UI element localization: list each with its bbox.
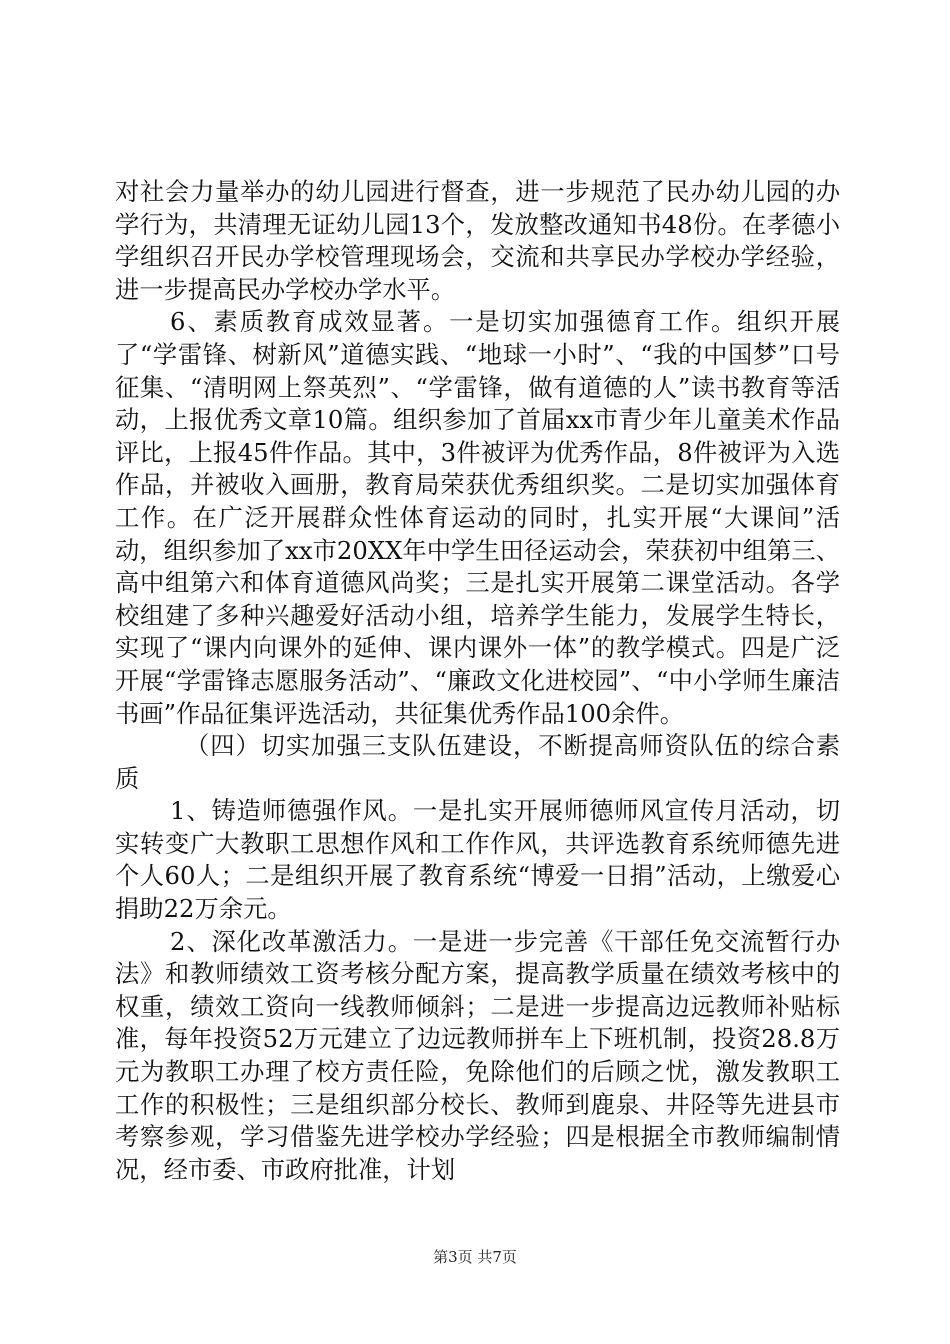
body-text — [115, 176, 840, 1186]
paragraph-quality-education: 6、素质教育成效显著。一是切实加强德育工作。组织开展了“学雷锋、树新风”道德实践、“地球一小时”、“我的中国梦”口号征集、“清明网上祭英烈”、“学雷锋，做有道德的人”读书教育等活动，上报优秀文章10篇。组织参加了首届xx市青少年儿童美术作品评比，上报45件作品。其中，3件被评为优秀作品，8件被评为入选作品，并被收入画册，教育局荣获优秀组织奖。二是切实加强体育工作。在广泛开展群众性体育运动的同时，扎实开展“大课间”活动，组织参加了xx市20XX年中学生田径运动会，荣获初中组第三、高中组第六和体育道德风尚奖；三是扎实开展第二课堂活动。各学校组建了多种兴趣爱好活动小组，培养学生能力，发展学生特长，实现了“课内向课外的延伸、课内课外一体”的教学模式。四是广泛开展“学雷锋志愿服务活动”、“廉政文化进校园”、“中小学师生廉洁书画”作品征集评选活动，共征集优秀作品100余件。 — [115, 307, 840, 728]
paragraph-teacher-ethics: 1、铸造师德强作风。一是扎实开展师德师风宣传月活动，切实转变广大教职工思想作风和工作作风，共评选教育系统师德先进个人60人；二是组织开展了教育系统“博爱一日捐”活动，上缴爱心捐助22万余元。 — [115, 796, 840, 924]
page-footer: 第3页 共7页 — [433, 1248, 517, 1266]
paragraph-reform: 2、深化改革激活力。一是进一步完善《干部任免交流暂行办法》和教师绩效工资考核分配方案，提高教学质量在绩效考核中的权重，绩效工资向一线教师倾斜；二是进一步提高边远教师补贴标准，每年投资52万元建立了边远教师拼车上下班机制，投资28.8万元为教职工办理了校方责任险，免除他们的后顾之忧，激发教职工工作的积极性；三是组织部分校长、教师到鹿泉、井陉等先进县市考察参观，学习借鉴先进学校办学经验；四是根据全市教师编制情况，经市委、市政府批准，计划 — [115, 926, 840, 1184]
paragraph-continuation: 对社会力量举办的幼儿园进行督查，进一步规范了民办幼儿园的办学行为，共清理无证幼儿园13个，发放整改通知书48份。在孝德小学组织召开民办学校管理现场会，交流和共享民办学校办学经验，进一步提高民办学校办学水平。 — [115, 177, 840, 304]
section-heading: （四）切实加强三支队伍建设，不断提高师资队伍的综合素质 — [115, 731, 840, 793]
